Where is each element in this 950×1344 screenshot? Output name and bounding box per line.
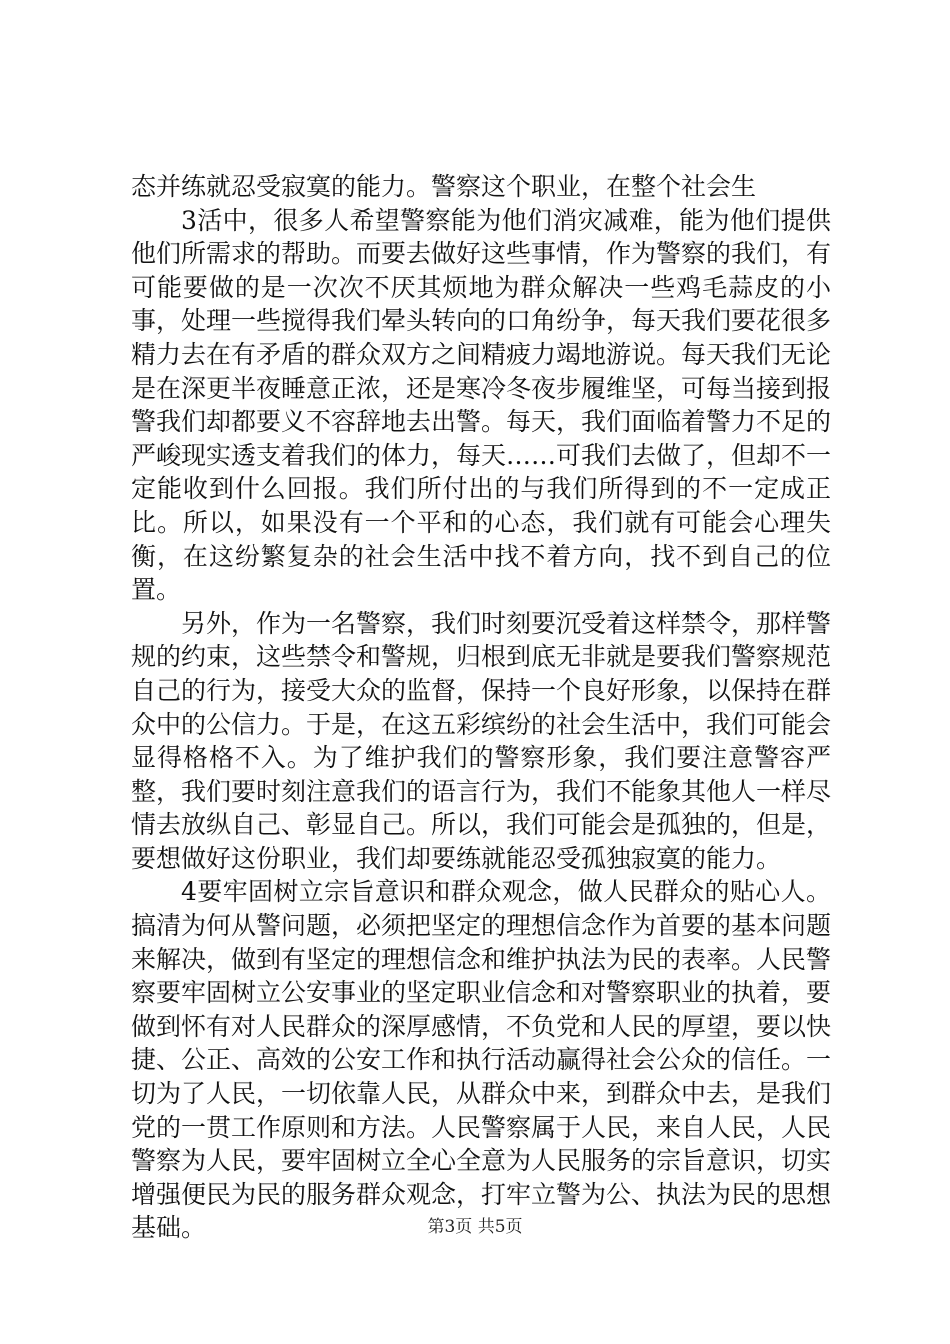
paragraph-continuation: 态并练就忍受寂寞的能力。警察这个职业，在整个社会生 [131, 172, 757, 201]
document-body [131, 170, 831, 1245]
page-number-footer: 第3页 共5页 [427, 1217, 523, 1237]
paragraph: 另外，作为一名警察，我们时刻要沉受着这样禁令，那样警规的约束，这些禁令和警规，归根到底无非就是要我们警察规范自己的行为，接受大众的监督，保持一个良好形象，以保持在群众中的公信力。于是，在这五彩缤纷的社会生活中，我们可能会显得格格不入。为了维护我们的警察形象，我们要注意警容严整，我们要时刻注意我们的语言行为，我们不能象其他人一样尽情去放纵自己、彰显自己。所以，我们可能会是孤独的，但是，要想做好这份职业，我们却要练就能忍受孤独寂寞的能力。 [131, 608, 832, 873]
paragraph: 3活中，很多人希望警察能为他们消灾减难，能为他们提供他们所需求的帮助。而要去做好这些事情，作为警察的我们，有可能要做的是一次次不厌其烦地为群众解决一些鸡毛蒜皮的小事，处理一些搅得我们晕头转向的口角纷争，每天我们要花很多精力去在有矛盾的群众双方之间精疲力竭地游说。每天我们无论是在深更半夜睡意正浓，还是寒冷冬夜步履维坚，可每当接到报警我们却都要义不容辞地去出警。每天，我们面临着警力不足的严峻现实透支着我们的体力，每天……可我们去做了，但却不一定能收到什么回报。我们所付出的与我们所得到的不一定成正比。所以，如果没有一个平和的心态，我们就有可能会心理失衡，在这纷繁复杂的社会生活中找不着方向，找不到自己的位置。 [131, 205, 832, 605]
paragraph: 4要牢固树立宗旨意识和群众观念，做人民群众的贴心人。搞清为何从警问题，必须把坚定的理想信念作为首要的基本问题来解决，做到有坚定的理想信念和维护执法为民的表率。人民警察要牢固树立公安事业的坚定职业信念和对警察职业的执着，要做到怀有对人民群众的深厚感情，不负党和人民的厚望，要以快捷、公正、高效的公安工作和执行活动赢得社会公众的信任。一切为了人民，一切依靠人民，从群众中来，到群众中去，是我们党的一贯工作原则和方法。人民警察属于人民，来自人民，人民警察为人民，要牢固树立全心全意为人民服务的宗旨意识，切实增强便民为民的服务群众观念，打牢立警为公、执法为民的思想基础。 [131, 877, 832, 1243]
